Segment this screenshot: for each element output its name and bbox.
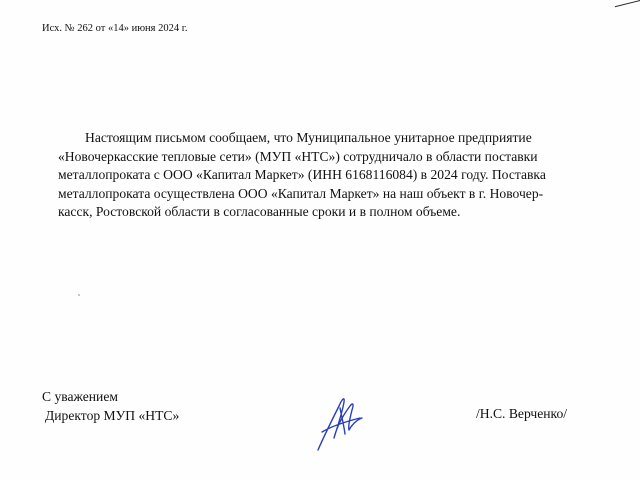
body-line: Настоящим письмом сообщаем, что Муниципальное унитарное предприятие [85, 130, 532, 145]
body-line: металлопроката осуществлена ООО «Капитал Маркет» на наш объект в г. Новочер- [58, 185, 544, 201]
closing-block [42, 387, 179, 425]
outgoing-reference: Исх. № 262 от «14» июня 2024 г. [42, 23, 188, 34]
closing-greeting: С уважением [42, 389, 118, 404]
handwritten-signature [304, 384, 376, 456]
body-line: касск, Ростовской области в согласованные сроки и в полном объеме. [58, 204, 461, 219]
scan-speck [78, 294, 80, 296]
body-line: металлопроката с ООО «Капитал Маркет» (ИНН 6168116084) в 2024 году. Поставка [58, 167, 546, 182]
signer-position: Директор МУП «НТС» [45, 408, 180, 423]
letter-body [58, 129, 598, 222]
page-corner-mark [615, 0, 640, 9]
body-line: «Новочеркасские тепловые сети» (МУП «НТС») сотрудничало в области поставки [58, 148, 538, 164]
signer-name: /Н.С. Верченко/ [476, 406, 568, 421]
